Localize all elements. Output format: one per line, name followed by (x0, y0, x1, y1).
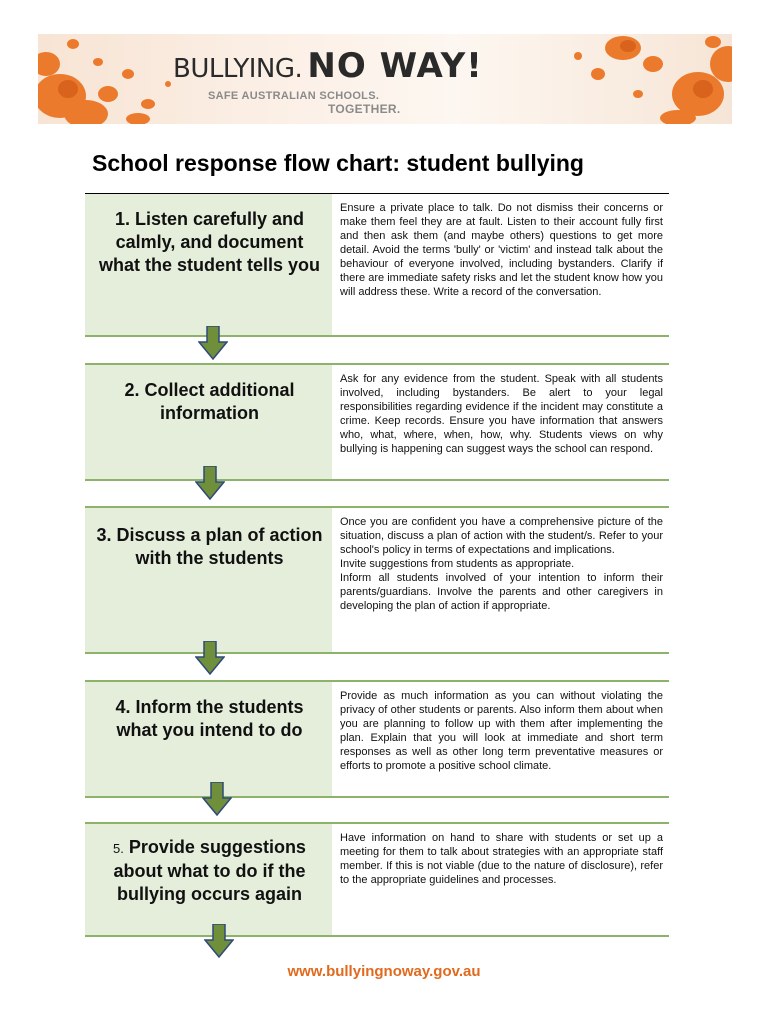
step-heading (93, 379, 326, 425)
footer-website-link[interactable]: www.bullyingnoway.gov.au (287, 963, 481, 980)
step-description-text: Provide as much information as you can without violating the privacy of other students or parents. Also inform them about when you are planning to follow up with them after implementing the plan. Explain that you will look at immediate and short term responses as well as other long term preventative measures or efforts to promote a positive school climate. (340, 690, 663, 772)
step-heading-panel (85, 824, 332, 935)
header-banner (38, 34, 732, 124)
step-heading (93, 696, 326, 742)
step-number: 5. (113, 841, 124, 856)
step-description (340, 201, 663, 299)
step-description-text: Invite suggestions from students as appropriate. (340, 558, 575, 570)
step-heading-panel (85, 365, 332, 479)
step-heading (93, 208, 326, 277)
step-heading (93, 836, 326, 906)
flow-step-4 (85, 682, 669, 798)
flow-step-5 (85, 824, 669, 937)
step-description-text: Ensure a private place to talk. Do not dismiss their concerns or make them feel they are at fault. Listen to their account fully first and then ask them (and maybe others) questions to get more detail. Avoid the terms 'bully' or 'victim' and instead talk about the behaviour of everyone involved, including bystanders. Clarify if there are immediate safety risks and let the student know how you will address these. Write a record of the conversation. (340, 202, 663, 298)
down-arrow-icon (204, 924, 234, 958)
page-title: School response flow chart: student bullying (92, 150, 584, 176)
step-description-text: Have information on hand to share with students or set up a meeting for them to talk about strategies with an appropriate staff member. If this is not viable (due to the nature of disclosure), refer to the appropriate guidelines and processes. (340, 832, 663, 886)
step-description (340, 831, 663, 887)
down-arrow-icon (198, 326, 228, 360)
flow-step-3 (85, 508, 669, 654)
step-heading-panel (85, 682, 332, 796)
step-description-text: Inform all students involved of your intention to inform their parents/guardians. Involve the parents and other caregivers in developing the plan of action if appropriate. (340, 572, 663, 612)
step-heading (93, 524, 326, 570)
tagline-line-2: TOGETHER. (328, 102, 401, 116)
step-heading-panel (85, 508, 332, 652)
step-number: 4. (115, 697, 131, 717)
logo-text-bullying: BULLYING. (173, 54, 303, 84)
step-description-text: Once you are confident you have a comprehensive picture of the situation, discuss a plan of action with the student/s. Refer to your school's policy in terms of expectations and implications. (340, 516, 663, 556)
down-arrow-icon (195, 466, 225, 500)
down-arrow-icon (195, 641, 225, 675)
step-heading-panel (85, 194, 332, 335)
step-number: 2. (124, 380, 140, 400)
step-heading-text: Provide suggestions about what to do if the bullying occurs again (113, 837, 306, 904)
logo-text-no-way: NO WAY! (307, 46, 483, 86)
bullying-no-way-logo (173, 46, 483, 86)
step-number: 3. (96, 525, 112, 545)
step-description (340, 689, 663, 773)
step-description-text: Ask for any evidence from the student. Speak with all students involved, including bystanders. Be alert to your legal responsibilities regarding evidence if the incident may constitute a crime. Keep records. Ensure you have information that answers who, what, where, when, how, why. Students views on why bullying is happening can suggest ways the school can respond. (340, 373, 663, 455)
step-heading-text: Collect additional information (144, 380, 295, 423)
step-heading-text: Discuss a plan of action with the students (116, 525, 323, 568)
tagline-line-1: SAFE AUSTRALIAN SCHOOLS. (208, 90, 380, 102)
step-description (340, 515, 663, 613)
flow-step-1 (85, 194, 669, 337)
flow-step-2 (85, 365, 669, 481)
step-heading-text: Listen carefully and calmly, and document what the student tells you (98, 209, 321, 275)
step-description (340, 372, 663, 456)
step-heading-text: Inform the students what you intend to do (116, 697, 304, 740)
down-arrow-icon (202, 782, 232, 816)
step-number: 1. (114, 209, 130, 229)
